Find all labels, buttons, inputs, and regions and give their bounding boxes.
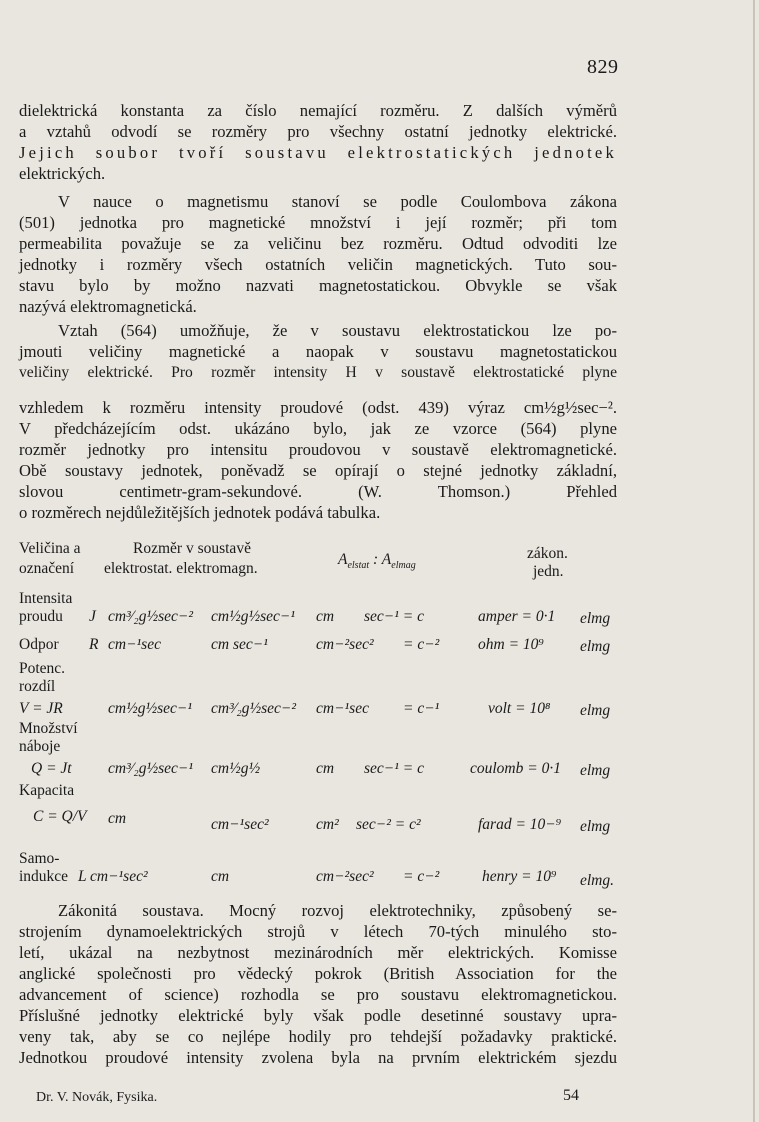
ratio-a1: A (338, 551, 348, 568)
table-header-systems: elektrostat. elektromagn. (104, 560, 258, 577)
row-ratio: cm² (316, 816, 339, 833)
row-es-dim: cm³⁄₂g½sec−² (108, 608, 193, 625)
row-ratio-val: = c−² (403, 868, 440, 885)
row-symbol: C = Q/V (33, 808, 87, 825)
text-line: V nauce o magnetismu stanoví se podle Coulombova zákona (58, 192, 617, 211)
text-line: veličiny elektrické. Pro rozměr intensity H v soustavě elektrostatické plyne (19, 364, 617, 381)
table-header-symbol: označení (19, 560, 75, 577)
row-symbol: Q = Jt (31, 760, 72, 777)
row-em-dim: cm³⁄₂g½sec−² (211, 700, 296, 717)
row-es-dim: cm−¹sec² (90, 868, 148, 885)
row-es-dim: cm½g½sec−¹ (108, 700, 192, 717)
row-name: Samo- (19, 850, 60, 867)
row-name: Potenc. (19, 660, 66, 677)
row-unit-tail: elmg (580, 610, 611, 627)
row-unit: amper = 0·1 (478, 608, 556, 625)
text-line: Vztah (564) umožňuje, že v soustavu elektrostatickou lze po- (58, 321, 617, 340)
row-symbol: R (89, 636, 99, 653)
row-ratio: cm−¹sec (316, 700, 369, 717)
text-line: permeabilita považuje se za veličinu bez rozměru. Odtud odvoditi lze (19, 234, 617, 253)
text-line: Jejich soubor tvoří soustavu elektrostatických jednotek (19, 143, 617, 162)
text-line: slovou centimetr-gram-sekundové. (W. Thomson.) Přehled (19, 482, 617, 501)
row-unit-tail: elmg (580, 818, 611, 835)
row-unit: coulomb = 0·1 (470, 760, 561, 777)
row-name: rozdíl (19, 678, 56, 695)
row-em-dim: cm−¹sec² (211, 816, 269, 833)
row-em-dim: cm (211, 868, 230, 885)
text-line: veny tak, aby se co nejlépe hodily pro tehdejší požadavky praktické. (19, 1027, 617, 1046)
row-unit: farad = 10−⁹ (478, 816, 562, 833)
row-ratio: cm (316, 760, 335, 777)
text-line: Jednotkou proudové intensity zvolena byla na prvním elektrickém sjezdu (19, 1048, 617, 1067)
text-line: (501) jednotka pro magnetické množství i její rozměr; při tom (19, 213, 617, 232)
footer-author: Dr. V. Novák, Fysika. (36, 1090, 158, 1105)
row-es-dim: cm (108, 810, 127, 827)
text-line: nazývá elektromagnetická. (19, 297, 197, 316)
row-unit-tail: elmg (580, 638, 611, 655)
row-em-dim: cm sec−¹ (211, 636, 268, 653)
text-line: elektrických. (19, 164, 106, 183)
row-ratio-val: = c−¹ (403, 700, 440, 717)
text-line: stavu bylo by možno nazvati magnetostatickou. Obvykle se však (19, 276, 617, 295)
ratio-sub-elmag: elmag (391, 560, 416, 571)
table-header-ratio: $A_{elstat}$ : $A_{elmag}$ (338, 551, 416, 571)
row-ratio: cm−²sec² (316, 636, 374, 653)
text-line: rozměr jednotky pro intensitu proudovou v soustavě elektromagnetické. (19, 440, 617, 459)
row-unit-tail: elmg. (580, 872, 615, 889)
row-ratio: cm−²sec² (316, 868, 374, 885)
row-symbol: J (89, 608, 96, 625)
table-header-dimension: Rozměr v soustavě (133, 540, 251, 557)
row-em-dim: cm½g½ (211, 760, 261, 777)
page-edge (753, 0, 755, 1122)
table-header-quantity: Veličina a (19, 540, 81, 557)
row-ratio: cm (316, 608, 335, 625)
text-line: Obě soustavy jednotek, poněvadž se opírají o stejné jednotky základní, (19, 461, 617, 480)
text-line: o rozměrech nejdůležitějších jednotek podává tabulka. (19, 503, 381, 522)
row-es-dim: cm³⁄₂g½sec−¹ (108, 760, 193, 777)
row-em-dim: cm½g½sec−¹ (211, 608, 295, 625)
text-line: dielektrická konstanta za číslo nemající rozměru. Z dalších výměrů (19, 101, 617, 120)
text-line: letí, ukázal na nezbytnost mezinárodních měr elektrických. Komisse (19, 943, 617, 962)
row-es-dim: cm−¹sec (108, 636, 161, 653)
row-name: Odpor (19, 636, 59, 653)
page-number: 829 (587, 56, 619, 78)
row-symbol: V = JR (19, 700, 63, 717)
row-unit: volt = 10⁸ (488, 700, 551, 717)
text-line: strojením dynamoelektrických strojů v létech 70-tých minulého sto- (19, 922, 617, 941)
table-header-unit: jedn. (533, 563, 564, 580)
ratio-a2: A (381, 551, 392, 568)
footer-signature: 54 (563, 1087, 579, 1104)
text-line: a vztahů odvodí se rozměry pro všechny ostatní jednotky elektrické. (19, 122, 617, 141)
row-ratio-val: sec−² = c² (356, 816, 421, 833)
row-unit: henry = 10⁹ (482, 868, 557, 885)
row-ratio-val: sec−¹ = c (364, 760, 424, 777)
row-unit: ohm = 10⁹ (478, 636, 544, 653)
text-line: advancement of science) rozhodla se pro soustavu elektromagnetickou. (19, 985, 617, 1004)
text-line: anglické společnosti pro vědecký pokrok (British Association for the (19, 964, 617, 983)
text-line: jednotky i rozměry všech ostatních veličin magnetických. Tuto sou- (19, 255, 617, 274)
text-line: V předcházejícím odst. ukázáno bylo, jak ze vzorce (564) plyne (19, 419, 617, 438)
row-name: Kapacita (19, 782, 75, 799)
text-line: Zákonitá soustava. Mocný rozvoj elektrotechniky, způsobený se- (58, 901, 617, 920)
row-unit-tail: elmg (580, 762, 611, 779)
row-name: indukce (19, 868, 69, 885)
row-ratio-val: sec−¹ = c (364, 608, 424, 625)
row-name: náboje (19, 738, 61, 755)
row-unit-tail: elmg (580, 702, 611, 719)
table-header-legal: zákon. (527, 545, 568, 562)
row-name: Intensita (19, 590, 73, 607)
row-ratio-val: = c−² (403, 636, 440, 653)
text-line: Příslušné jednotky elektrické byly však podle desetinné soustavy upra- (19, 1006, 617, 1025)
row-symbol: L (78, 868, 87, 885)
text-line: jmouti veličiny magnetické a naopak v soustavu magnetostatickou (19, 342, 617, 361)
text-line: vzhledem k rozměru intensity proudové (odst. 439) výraz cm½g½sec−². (19, 398, 617, 417)
row-name: Množství (19, 720, 78, 737)
row-name: proudu (19, 608, 63, 625)
ratio-sub-elstat: elstat (347, 560, 370, 571)
